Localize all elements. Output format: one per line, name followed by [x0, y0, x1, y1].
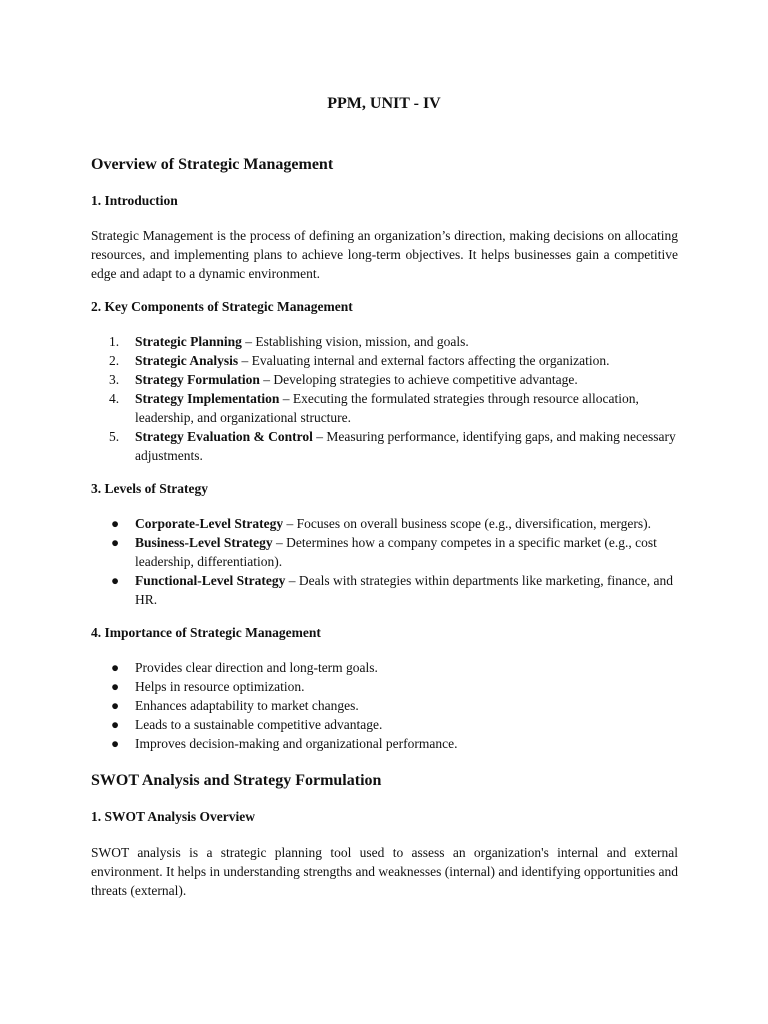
subheading-importance: 4. Importance of Strategic Management [91, 625, 321, 640]
list-term: Strategic Planning [135, 334, 242, 349]
list-term: Strategy Implementation [135, 391, 280, 406]
list-text: Improves decision-making and organizational performance. [135, 736, 458, 751]
list-number: 5. [109, 429, 120, 444]
subheading-swot-overview: 1. SWOT Analysis Overview [91, 809, 256, 824]
list-text: Enhances adaptability to market changes. [135, 698, 359, 713]
list-desc: – Determines how a company competes in a specific market (e.g., cost leadership, differentiation). [135, 535, 657, 569]
list-desc: – Measuring performance, identifying gaps, and making necessary adjustments. [135, 429, 676, 463]
importance-list [91, 658, 678, 753]
list-item [91, 658, 678, 677]
list-number: 2. [109, 353, 120, 368]
list-text: Leads to a sustainable competitive advantage. [135, 717, 383, 732]
list-item [91, 351, 678, 370]
key-components-list [91, 332, 678, 465]
list-term: Business-Level Strategy [135, 535, 273, 550]
list-item [91, 715, 678, 734]
levels-of-strategy-list [91, 514, 678, 609]
bullet-icon: ● [111, 736, 120, 751]
list-item [91, 571, 678, 609]
list-item [91, 427, 678, 465]
swot-overview-paragraph: SWOT analysis is a strategic planning tool used to assess an organization's internal and external environment. It helps in understanding strengths and weaknesses (internal) and identifying opportunities and threats (external). [91, 845, 678, 898]
bullet-icon: ● [111, 698, 120, 713]
document-title: PPM, UNIT - IV [327, 95, 441, 112]
subheading-introduction: 1. Introduction [91, 193, 178, 208]
list-item [91, 533, 678, 571]
list-item [91, 734, 678, 753]
bullet-icon: ● [111, 679, 120, 694]
list-item [91, 370, 678, 389]
list-item [91, 389, 678, 427]
bullet-icon: ● [111, 717, 120, 732]
list-number: 4. [109, 391, 120, 406]
list-text: Helps in resource optimization. [135, 679, 305, 694]
list-term: Strategy Formulation [135, 372, 260, 387]
list-desc: – Focuses on overall business scope (e.g., diversification, mergers). [283, 516, 651, 531]
bullet-icon: ● [111, 516, 120, 531]
list-item [91, 696, 678, 715]
list-desc: – Deals with strategies within departments like marketing, finance, and HR. [135, 573, 673, 607]
bullet-icon: ● [111, 573, 120, 588]
list-desc: – Establishing vision, mission, and goals. [241, 334, 469, 349]
list-item [91, 677, 678, 696]
bullet-icon: ● [111, 660, 120, 675]
list-number: 3. [109, 372, 120, 387]
list-term: Functional-Level Strategy [135, 573, 286, 588]
section-heading-swot: SWOT Analysis and Strategy Formulation [91, 772, 382, 789]
list-term: Strategic Analysis [135, 353, 239, 368]
list-desc: – Executing the formulated strategies through resource allocation, leadership, and organizational structure. [135, 391, 639, 425]
list-term: Corporate-Level Strategy [135, 516, 284, 531]
list-item [91, 514, 678, 533]
list-desc: – Developing strategies to achieve competitive advantage. [259, 372, 578, 387]
bullet-icon: ● [111, 535, 120, 550]
list-number: 1. [109, 334, 120, 349]
list-term: Strategy Evaluation & Control [135, 429, 313, 444]
list-desc: – Evaluating internal and external factors affecting the organization. [238, 353, 610, 368]
list-text: Provides clear direction and long-term goals. [135, 660, 378, 675]
subheading-key-components: 2. Key Components of Strategic Management [91, 299, 353, 314]
section-heading-strategic-management: Overview of Strategic Management [91, 156, 334, 173]
introduction-paragraph: Strategic Management is the process of defining an organization’s direction, making decisions on allocating resources, and implementing plans to achieve long-term objectives. It helps businesses gain a competitive edge and adapt to a dynamic environment. [91, 228, 678, 281]
subheading-levels-of-strategy: 3. Levels of Strategy [91, 481, 208, 496]
list-item [91, 332, 678, 351]
